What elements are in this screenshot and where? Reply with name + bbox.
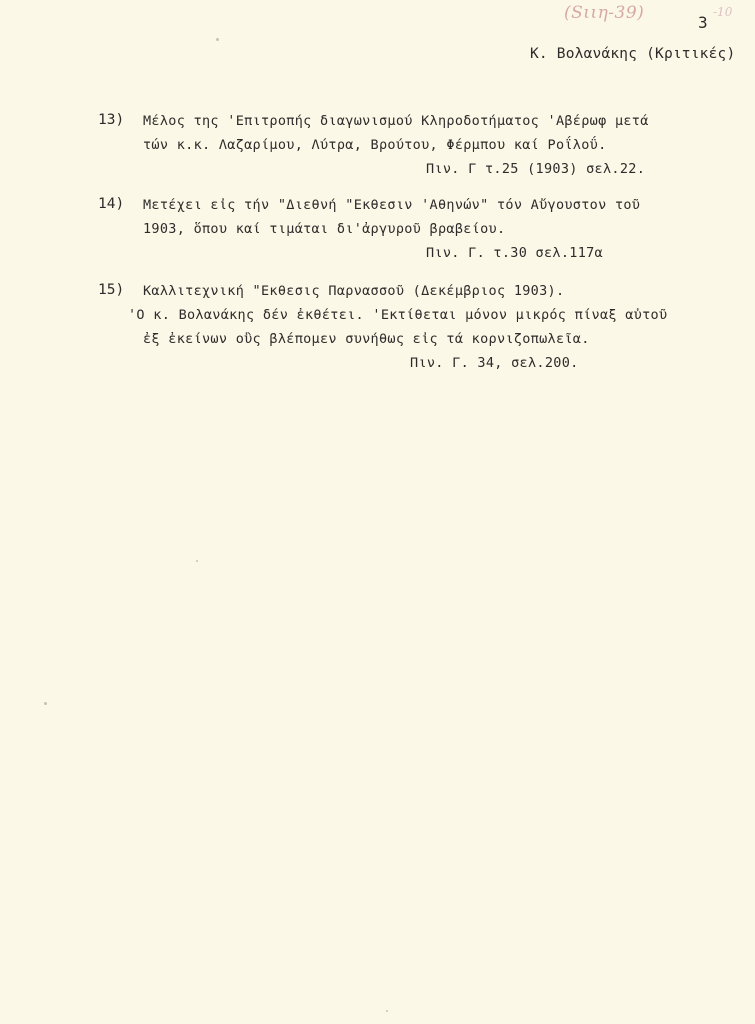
- document-header: Κ. Βολανάκης (Κριτικές): [530, 46, 736, 62]
- entry-line: 'Ο κ. Βολανάκης δέν ἐκθέτει. 'Εκτίθεται μόνον μικρός πίναξ αὐτοῦ: [128, 307, 668, 323]
- paper-speck: [44, 702, 47, 705]
- entry-line: ἐξ ἐκείνων οὓς βλέπομεν συνήθως εἰς τά κορνιζοπωλεῖα.: [143, 331, 590, 347]
- entry-line: 1903, ὅπου καί τιμάται δι'ἀργυροῦ βραβείου.: [143, 221, 506, 237]
- entry-number: 13): [98, 112, 125, 128]
- entry-line: Καλλιτεχνική "Εκθεσις Παρνασσοῦ (Δεκέμβριος 1903).: [143, 283, 565, 299]
- entry-line: Μετέχει εἰς τήν "Διεθνή "Εκθεσιν 'Αθηνών" τόν Αὔγουστον τοῦ: [143, 197, 641, 213]
- paper-speck: [196, 560, 198, 562]
- entry-number: 15): [98, 282, 125, 298]
- entry-citation: Πιν. Γ. 34, σελ.200.: [410, 355, 579, 371]
- entry-number: 14): [98, 196, 125, 212]
- paper-speck: [386, 1010, 388, 1012]
- paper-speck: [216, 38, 219, 41]
- entry-citation: Πιν. Γ τ.25 (1903) σελ.22.: [426, 161, 646, 177]
- corner-pencil-mark: -10: [713, 5, 733, 19]
- handwritten-archive-note: (Sιιη-39): [564, 3, 645, 23]
- entry-line: τών κ.κ. Λαζαρίμου, Λύτρα, Βρούτου, Φέρμπου καί Ροΐλοΰ.: [143, 137, 607, 153]
- entry-citation: Πιν. Γ. τ.30 σελ.117α: [426, 245, 603, 261]
- page-number: 3: [698, 13, 708, 32]
- entry-line: Μέλος της 'Επιτροπής διαγωνισμού Κληροδοτήματος 'Αβέρωφ μετά: [143, 113, 649, 129]
